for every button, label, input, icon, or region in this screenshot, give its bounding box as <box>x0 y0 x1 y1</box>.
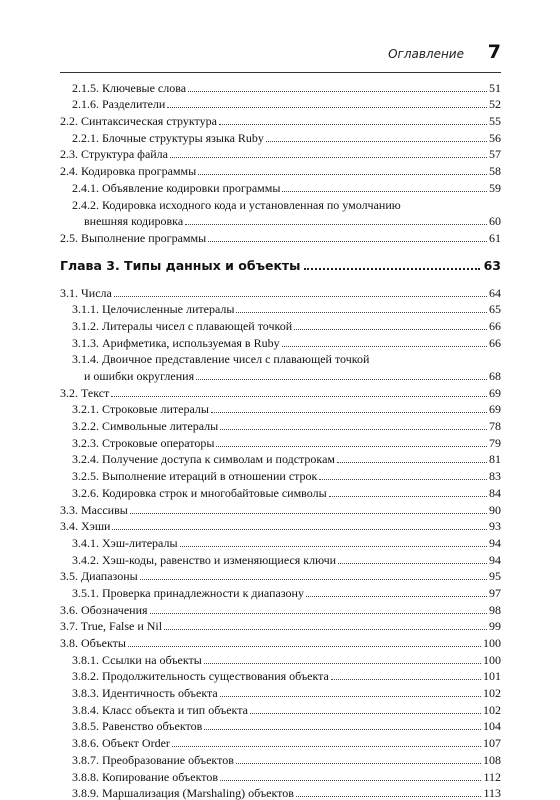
toc-entry-text: 3.1.2. Литералы чисел с плавающей точкой <box>72 318 293 333</box>
toc-entry <box>60 533 501 550</box>
toc-entry-text: 3.8.2. Продолжительность существования объекта <box>72 669 329 684</box>
toc-entry-page: 59 <box>489 180 501 195</box>
dot-leader <box>204 729 481 730</box>
toc-entry-page: 93 <box>489 519 501 534</box>
toc-entry <box>60 483 501 500</box>
chapter-title: Глава 3. Типы данных и объекты <box>60 258 301 274</box>
toc-entry-text: 3.2.3. Строковые операторы <box>72 435 215 450</box>
dot-leader <box>250 713 481 714</box>
toc-entry-text: 3.2.2. Символьные литералы <box>72 419 219 434</box>
toc-entry <box>60 600 501 617</box>
toc-entry-text: 3.8.6. Объект Order <box>72 736 170 751</box>
toc-entry <box>60 228 501 245</box>
toc-entry-page: 61 <box>489 230 501 245</box>
toc-entry <box>60 767 501 784</box>
toc-entry-page: 78 <box>489 419 501 434</box>
toc-entry-page: 83 <box>489 469 501 484</box>
dot-leader <box>337 462 487 463</box>
chapter-page: 63 <box>483 258 501 274</box>
toc-entry-text: 3.8.3. Идентичность объекта <box>72 686 218 701</box>
dot-leader <box>296 796 482 797</box>
dot-leader <box>204 663 481 664</box>
toc-entry <box>60 517 501 534</box>
running-head-title: Оглавление <box>388 47 464 61</box>
toc-entry-multiline <box>60 350 501 367</box>
dot-leader <box>128 646 481 647</box>
toc-entry <box>60 400 501 417</box>
toc-entry-page: 100 <box>483 636 501 650</box>
toc-entry-page: 101 <box>483 669 501 684</box>
toc-entry-page: 102 <box>483 686 501 701</box>
toc-entry-page: 69 <box>489 402 501 417</box>
toc-entry <box>60 128 501 145</box>
toc-entry <box>60 500 501 517</box>
toc-entry-text: 3.8.5. Равенство объектов <box>72 719 203 734</box>
toc-entry-page: 102 <box>483 702 501 717</box>
toc-entry-page: 57 <box>489 147 501 162</box>
toc-entry-text: 2.1.5. Ключевые слова <box>72 80 187 95</box>
toc-entry-page: 65 <box>489 302 501 317</box>
toc-entry-text: 3.8.9. Маршализация (Marshaling) объектов <box>72 786 294 800</box>
toc-entry <box>60 316 501 333</box>
dot-leader <box>220 696 481 697</box>
dot-leader <box>331 679 481 680</box>
dot-leader <box>112 529 487 530</box>
toc-entry <box>60 450 501 467</box>
toc-entry-page: 58 <box>489 164 501 179</box>
toc-entry-page: 52 <box>489 97 501 112</box>
toc-entry <box>60 283 501 300</box>
toc-entry-page: 95 <box>489 569 501 584</box>
toc-entry-text: 2.2.1. Блочные структуры языка Ruby <box>72 130 264 145</box>
page-number: 7 <box>487 41 501 63</box>
dot-leader <box>150 613 487 614</box>
dot-leader <box>338 563 487 564</box>
toc-section-rest <box>60 383 501 800</box>
toc-entry <box>60 416 501 433</box>
toc-entry-page: 79 <box>489 435 501 450</box>
dot-leader <box>282 191 487 192</box>
dot-leader <box>216 446 487 447</box>
dot-leader <box>172 746 481 747</box>
toc-entry-page: 97 <box>489 585 501 600</box>
toc-entry <box>60 650 501 667</box>
toc-entry-text: 3.8.1. Ссылки на объекты <box>72 652 202 667</box>
toc-entry <box>60 784 501 800</box>
toc-entry-text: 3.4.1. Хэш-литералы <box>72 535 178 550</box>
dot-leader <box>198 174 487 175</box>
toc-entry-page: 69 <box>489 385 501 400</box>
toc-entry-text-line1: 3.1.4. Двоичное представление чисел с плавающей точкой <box>72 352 370 367</box>
dot-leader <box>306 596 487 597</box>
toc-entry <box>60 617 501 634</box>
header-rule <box>60 72 501 73</box>
dot-leader <box>196 379 487 380</box>
toc-entry-page: 108 <box>483 752 501 767</box>
toc-entry <box>60 683 501 700</box>
toc-entry-text: 3.2. Текст <box>60 385 110 400</box>
dot-leader <box>167 107 487 108</box>
toc-entry-text: 3.1.3. Арифметика, используемая в Ruby <box>72 335 280 350</box>
toc-entry-text: 2.4. Кодировка программы <box>60 164 197 179</box>
dot-leader <box>220 429 487 430</box>
dot-leader <box>111 396 487 397</box>
toc-chapter-heading <box>60 249 501 283</box>
toc-entry-text: 3.2.6. Кодировка строк и многобайтовые символы <box>72 485 327 500</box>
dot-leader <box>170 157 487 158</box>
toc-entry-page: 98 <box>489 602 501 617</box>
toc-entry-page: 66 <box>489 335 501 350</box>
toc-entry-page: 99 <box>489 619 501 634</box>
dot-leader <box>236 312 487 313</box>
dot-leader <box>329 496 487 497</box>
toc-entry-text: 2.3. Структура файла <box>60 147 168 162</box>
dot-leader <box>304 268 479 270</box>
toc-entry <box>60 717 501 734</box>
toc-entry <box>60 733 501 750</box>
dot-leader <box>208 241 487 242</box>
toc-entry-text: 3.2.1. Строковые литералы <box>72 402 209 417</box>
page-header <box>60 41 501 65</box>
toc-entry-page: 104 <box>483 719 501 734</box>
toc-entry-multiline-end <box>60 212 501 229</box>
toc-entry <box>60 550 501 567</box>
toc-entry <box>60 583 501 600</box>
toc-entry-text: 3.6. Обозначения <box>60 602 148 617</box>
dot-leader <box>266 141 487 142</box>
toc-entry-page: 113 <box>483 786 501 800</box>
toc-entry <box>60 145 501 162</box>
toc-section-chapter-2 <box>60 78 501 195</box>
toc-entry-page: 94 <box>489 552 501 567</box>
toc-entry-text: 3.3. Массивы <box>60 502 128 517</box>
toc-entry <box>60 78 501 95</box>
toc-entry-page: 94 <box>489 535 501 550</box>
toc-entry-page: 84 <box>489 485 501 500</box>
toc-entry-page: 112 <box>483 769 501 784</box>
dot-leader <box>180 546 487 547</box>
dot-leader <box>140 579 487 580</box>
toc-entry-text: 3.8. Объекты <box>60 636 126 650</box>
toc-entry <box>60 667 501 684</box>
dot-leader <box>185 224 487 225</box>
toc-entry-multiline-end <box>60 366 501 383</box>
toc-entry <box>60 111 501 128</box>
toc-entry-text: 3.2.5. Выполнение итераций в отношении строк <box>72 469 318 484</box>
toc-entry <box>60 433 501 450</box>
toc-entry-page: 51 <box>489 80 501 95</box>
toc-entry-text: 3.5. Диапазоны <box>60 569 138 584</box>
toc-entry-page: 64 <box>489 285 501 300</box>
toc-entry-page: 66 <box>489 318 501 333</box>
dot-leader <box>236 763 481 764</box>
toc-entry-text: 3.8.7. Преобразование объектов <box>72 752 234 767</box>
toc-entry <box>60 567 501 584</box>
toc-entry-text: 3.2.4. Получение доступа к символам и подстрокам <box>72 452 335 467</box>
table-of-contents <box>60 78 501 800</box>
toc-entry <box>60 300 501 317</box>
toc-entry-page: 55 <box>489 114 501 129</box>
toc-entry-page: 56 <box>489 130 501 145</box>
toc-entry-page: 107 <box>483 736 501 751</box>
dot-leader <box>294 329 487 330</box>
toc-section-numbers <box>60 283 501 350</box>
dot-leader <box>130 513 487 514</box>
toc-entry-text-line2: и ошибки округления <box>84 369 195 383</box>
dot-leader <box>319 479 487 480</box>
toc-entry-text: 3.8.4. Класс объекта и тип объекта <box>72 702 248 717</box>
toc-entry-text: 3.8.8. Копирование объектов <box>72 769 219 784</box>
toc-entry-text-line1: 2.4.2. Кодировка исходного кода и установленная по умолчанию <box>72 197 401 212</box>
toc-entry <box>60 383 501 400</box>
toc-entry-page: 81 <box>489 452 501 467</box>
toc-entry-page: 90 <box>489 502 501 517</box>
toc-entry-text: 3.1. Числа <box>60 285 112 300</box>
toc-entry-text: 2.5. Выполнение программы <box>60 230 207 245</box>
dot-leader <box>211 412 487 413</box>
toc-entry-text: 3.7. True, False и Nil <box>60 619 163 634</box>
dot-leader <box>188 91 487 92</box>
toc-entry-text: 2.1.6. Разделители <box>72 97 166 112</box>
dot-leader <box>220 780 481 781</box>
toc-entry-multiline <box>60 195 501 212</box>
toc-entry-page: 60 <box>489 214 501 229</box>
toc-entry <box>60 333 501 350</box>
toc-entry <box>60 161 501 178</box>
toc-entry-text: 3.4.2. Хэш-коды, равенство и изменяющиеся ключи <box>72 552 337 567</box>
toc-entry-text-line2: внешняя кодировка <box>84 214 184 229</box>
toc-entry <box>60 700 501 717</box>
toc-entry-text: 3.1.1. Целочисленные литералы <box>72 302 235 317</box>
toc-entry-text: 2.4.1. Объявление кодировки программы <box>72 180 281 195</box>
dot-leader <box>164 629 487 630</box>
dot-leader <box>114 296 487 297</box>
dot-leader <box>219 124 487 125</box>
dot-leader <box>282 346 487 347</box>
toc-entry <box>60 178 501 195</box>
toc-entry-page: 100 <box>483 652 501 667</box>
toc-entry <box>60 633 501 650</box>
toc-entry-page: 68 <box>489 369 501 383</box>
toc-entry <box>60 466 501 483</box>
toc-entry <box>60 95 501 112</box>
toc-entry-text: 2.2. Синтаксическая структура <box>60 114 217 129</box>
toc-entry-text: 3.5.1. Проверка принадлежности к диапазону <box>72 585 304 600</box>
toc-entry-text: 3.4. Хэши <box>60 519 111 534</box>
toc-entry <box>60 750 501 767</box>
